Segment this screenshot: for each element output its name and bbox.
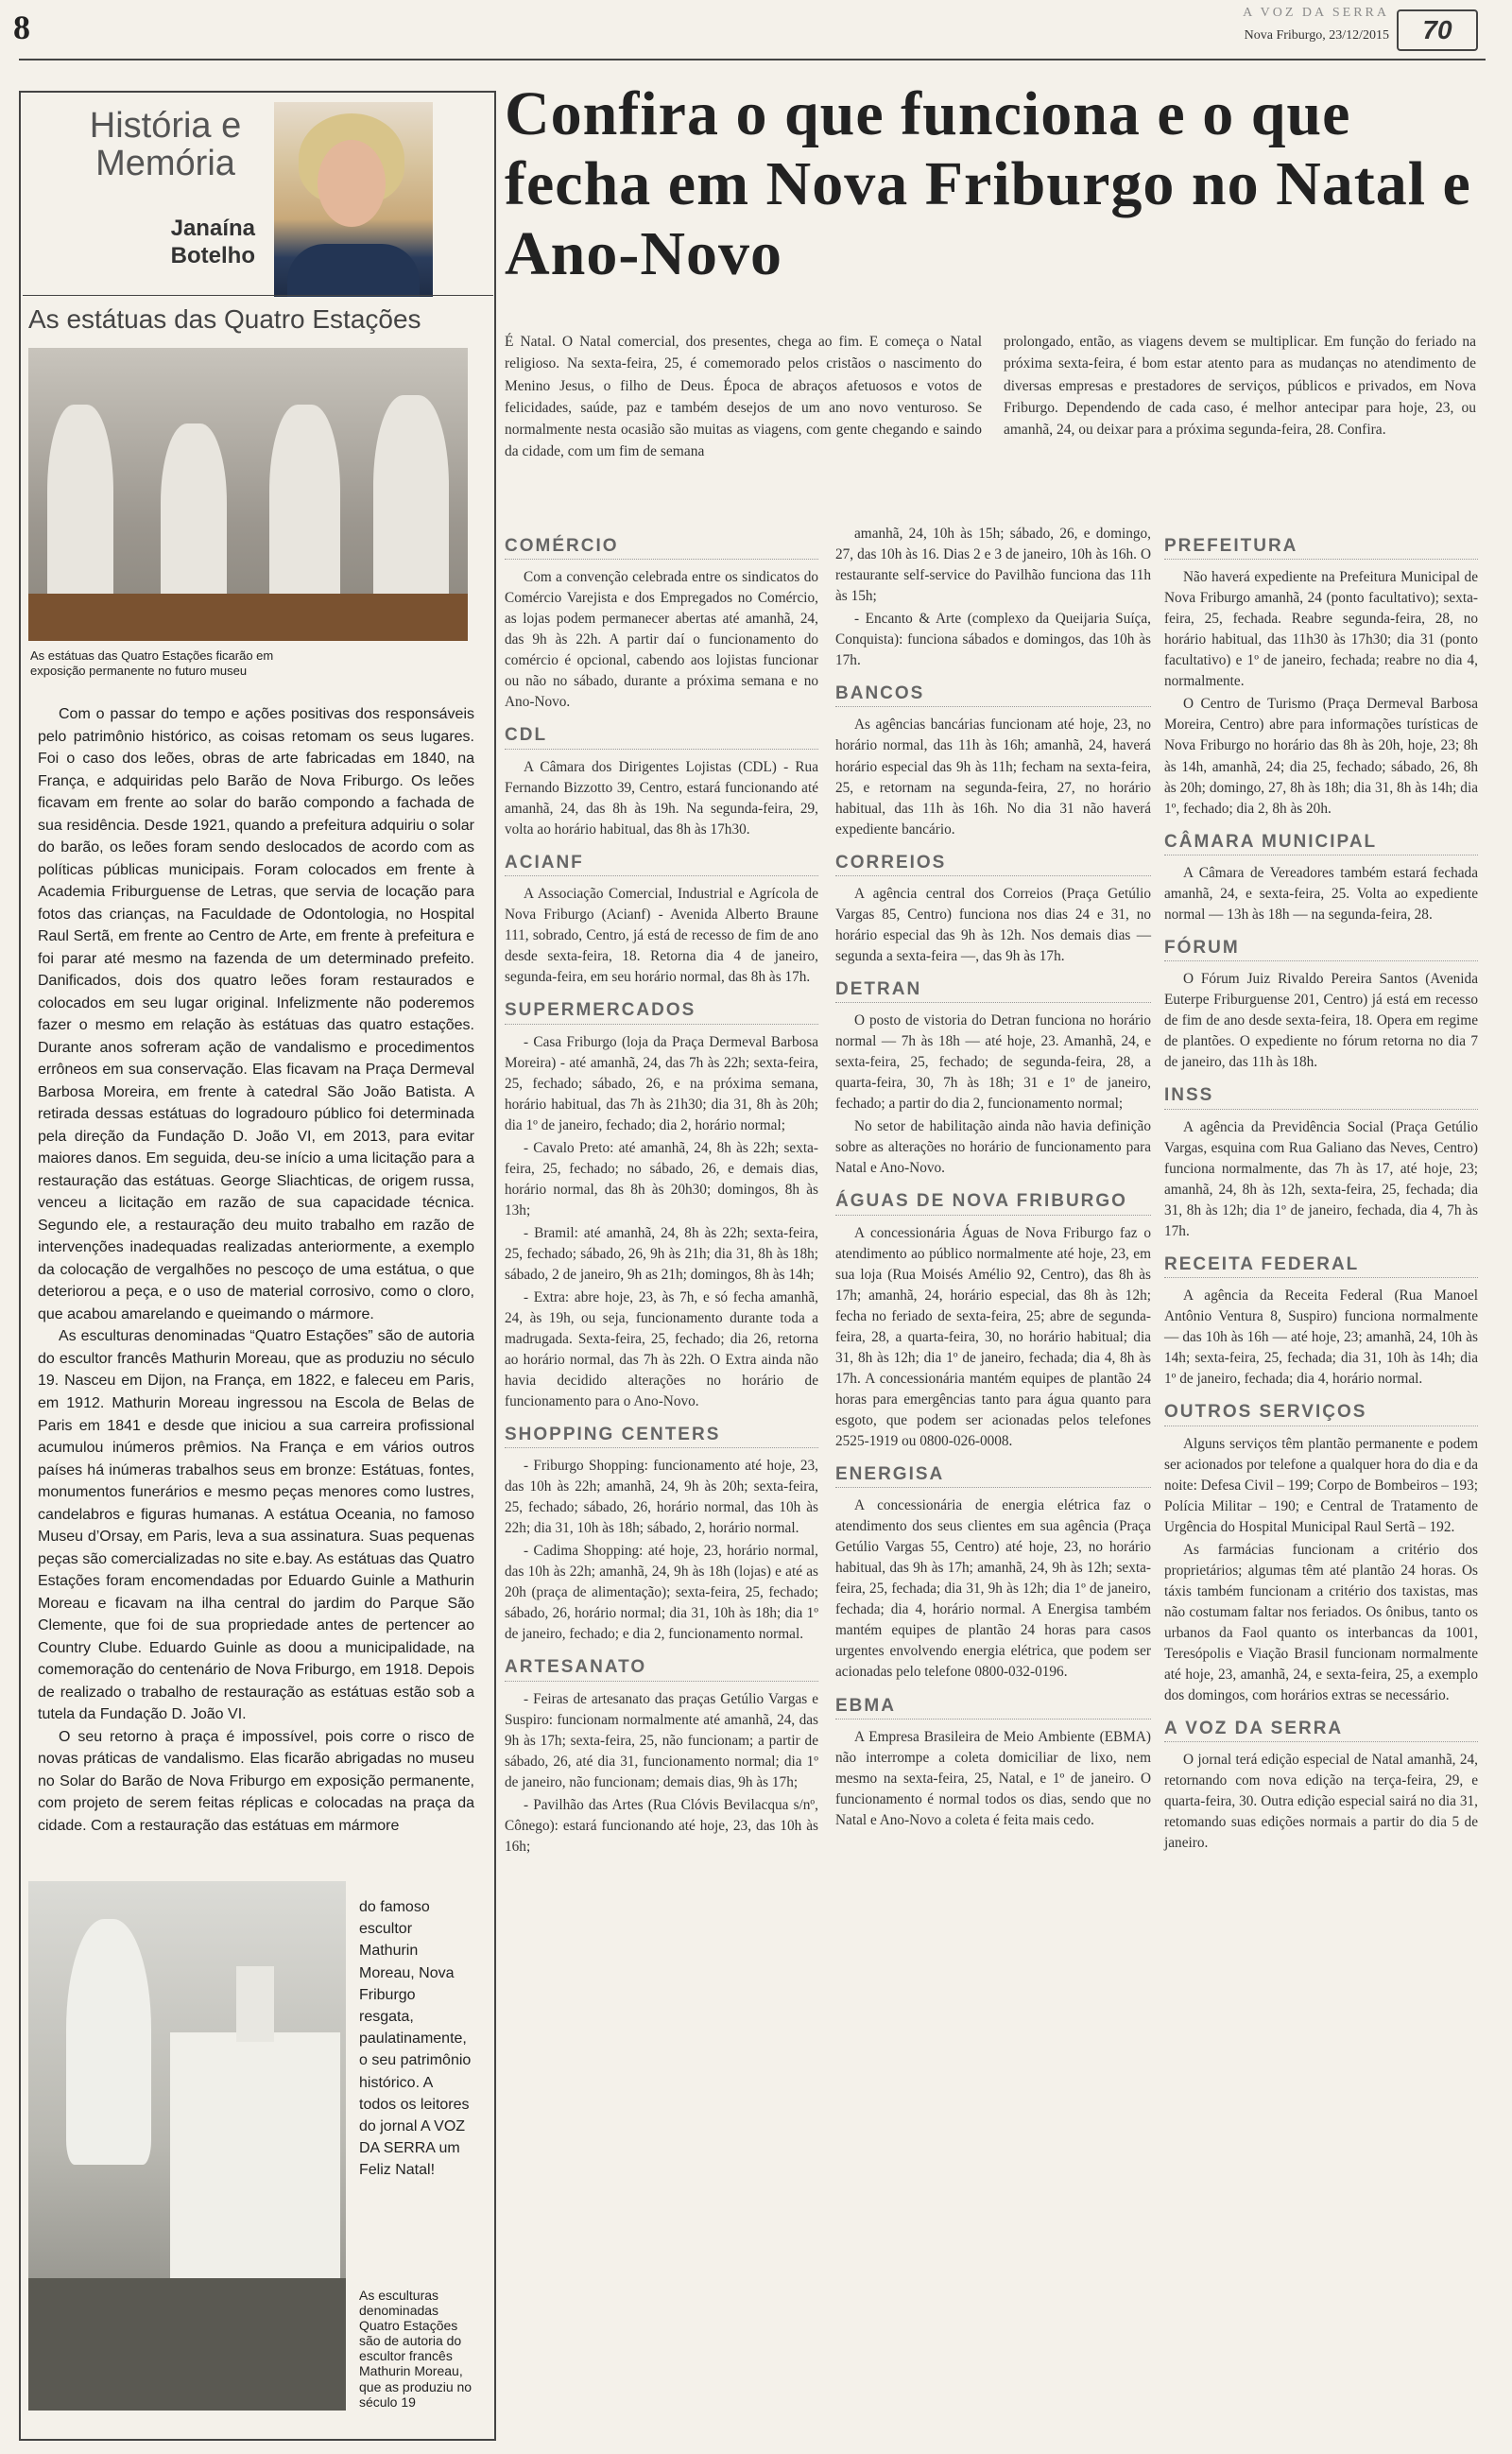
sculpture-photo [28,1881,346,2411]
section-paragraph: - Cavalo Preto: até amanhã, 24, 8h às 22h; sexta-feira, 25, fechado; no sábado, 26, e demais dias, horário normal, das 8h às 20h30; domingos, 8h às 13h; [505,1139,818,1218]
section-heading-comercio: COMÉRCIO [505,533,818,560]
section-title: História e Memória [89,106,242,183]
section-paragraph: - Extra: abre hoje, 23, às 7h, e só fecha amanhã, 24, às 19h, ou seja, funcionamento durante toda a madrugada. Sexta-feira, 25, fechado; dia 26, retorna ao horário normal, das 7h às 22h. O Extra ainda não havia decidido alterações no horário de funcionamento para o Ano-Novo. [505,1288,818,1409]
section-paragraph: Não haverá expediente na Prefeitura Municipal de Nova Friburgo amanhã, 24 (ponto facultativo); sexta-feira, 25, fechada. Reabre segunda-feira, 28, no horário habitual, das 11h30 às 17h30; dia 31 (ponto facultativo) e 1º de janeiro, fechada; reabre no dia 4, normalmente. [1164,569,1478,690]
article-column-1 [505,524,818,1859]
publication-name: A VOZ DA SERRA [1243,6,1389,20]
section-paragraph: Alguns serviços têm plantão permanente e podem ser acionados por telefone a qualquer hora do dia e da noite: Defesa Civil – 199; Corpo de Bombeiros – 193; Polícia Militar – 190; e Central de Tratamento de Urgência do Hospital Municipal Raul Sertã – 192. [1164,1435,1478,1535]
intro-right: prolongado, então, as viagens devem se multiplicar. Em função do feriado na próxima sexta-feira, é bom estar atento para as mudanças no atendimento de diversas empresas e prestadores de serviços, públicos e privados, em Nova Friburgo. Dependendo de cada caso, é melhor antecipar para hoje, 23, ou amanhã, 24, ou deixar para a próxima segunda-feira, 28. Confira. [1004,334,1476,438]
column-paragraph: Com o passar do tempo e ações positivas dos responsáveis pelo patrimônio histórico, as coisas retomam os seus lugares. Foi o caso dos leões, obras de arte fabricadas em 1840, na França, e adquiridas pelo Barão de Nova Friburgo. Os leões ficavam em frente ao solar do barão compondo a fachada de sua residência. Desde 1921, quando a prefeitura adquiriu o solar do barão, os leões foram sendo deslocados de acordo com as políticas públicas municipais. Foram colocados em frente à Academia Friburguense de Letras, que servia de locação para fotos das crianças, na Faculdade de Odontologia, no Hospital Raul Sertã, em frente ao Centro de Arte, em frente à prefeitura e foi parar até mesmo na fazenda de um determinado prefeito. Danificados, dois dos quatro leões foram restaurados e colocados em seu lugar original. Infelizmente não poderemos fazer o mesmo em relação às estátuas das quatro estações. Durante anos sofreram ação de vandalismo e procedimentos errôneos em sua conservação. Elas ficavam na Praça Dermeval Barbosa Moreira, em frente à catedral São João Batista. A retirada dessas estátuas do logradouro público foi determinada pela direção da Fundação D. João VI, em 2013, para evitar maiores danos. Em seguida, deu-se início a uma licitação para a restauração das estátuas. George Sliachticas, de origem russa, venceu a licitação em razão de sua capacidade técnica. Segundo ele, a restauração deu muito trabalho em razão de intervenções inadequadas realizadas anteriormente, a exemplo da colocação de vergalhões no pescoço de uma estátua, o que deteriorou a peça, e o uso de material corrosivo, como o cloro, que acabou amarelando e queimando o mármore. [38,706,474,1322]
section-heading-cdl: CDL [505,722,818,749]
section-heading-prefeitura: PREFEITURA [1164,533,1478,560]
section-paragraph: O Centro de Turismo (Praça Dermeval Barbosa Moreira, Centro) abre para informações turísticas de Nova Friburgo no horário das 8h às 20h, hoje, 23; 8h às 14h, amanhã, 24; dia 25, fechado; sábado, 26, 8h às 20h; domingo, 27, 8h às 18h; dia 31, 8h às 14h; dia 1º, fechado; dia 2, 8h às 20h. [1164,696,1478,817]
page-number: 8 [13,9,30,46]
anniversary-logo: 70 [1397,9,1478,51]
section-paragraph: A Câmara de Vereadores também estará fechada amanhã, 24, e sexta-feira, 25. Volta ao expediente normal — 13h às 18h — na segunda-feira, 28. [1164,864,1478,923]
section-paragraph: No setor de habilitação ainda não havia definição sobre as alterações no horário de funcionamento para Natal e Ano-Novo. [835,1118,1151,1177]
article-column-2 [835,524,1151,1833]
section-heading-energisa: ENERGISA [835,1461,1151,1488]
section-paragraph: - Cadima Shopping: até hoje, 23, horário normal, das 10h às 22h; amanhã, 24, 9h às 18h (lojas) e até as 20h (praça de alimentação); sexta-feira, 25, fechado; sábado, 26, horário normal; dia 31, 10h às 18h; dia 1º de janeiro, fechado; e dia 2, funcionamento normal. [505,1543,818,1643]
section-heading-shopping-centers: SHOPPING CENTERS [505,1422,818,1448]
column-closing: do famoso escultor Mathurin Moreau, Nova Friburgo resgata, paulatinamente, o seu patrimônio histórico. A todos os leitores do jornal A VOZ DA SERRA um Feliz Natal! [359,1899,472,2179]
section-paragraph: O Fórum Juiz Rivaldo Pereira Santos (Avenida Euterpe Friburguense 201, Centro) já está em recesso de fim de ano desde sexta-feira, 18. Opera em regime de plantões. O expediente no fórum retorna no dia 7 de janeiro, das 11h às 18h. [1164,971,1478,1071]
section-heading-forum: FÓRUM [1164,935,1478,961]
section-heading-aguas-de-nova-friburgo: ÁGUAS DE NOVA FRIBURGO [835,1188,1151,1215]
statues-photo [28,348,468,641]
section-paragraph: - Feiras de artesanato das praças Getúlio Vargas e Suspiro: funcionam normalmente até amanhã, 24, das 9h às 17h; sexta-feira, 25, não funcionam; a partir de sábado, 26, até dia 31, funcionamento normal; dia 1º de janeiro, não funcionam; demais dias, 9h às 17h; [505,1690,818,1790]
section-paragraph: - Pavilhão das Artes (Rua Clóvis Bevilacqua s/nº, Cônego): estará funcionando até hoje, 23, das 10h às 16h; [505,1796,818,1855]
section-paragraph: O posto de vistoria do Detran funciona no horário normal — 7h às 18h — até hoje, 23. Amanhã, 24, e sexta-feira, 25, fechado; de segunda-feira, 28, a quarta-feira, 30, 7h às 18h; 31 e 1º de janeiro, fechado; a partir do dia 2, funcionamento normal; [835,1012,1151,1113]
column-heading: As estátuas das Quatro Estações [28,304,421,334]
section-heading-acianf: ACIANF [505,850,818,876]
section-heading-camara-municipal: CÂMARA MUNICIPAL [1164,829,1478,855]
author-photo [274,102,433,297]
author-name [132,216,255,270]
author-last: Botelho [170,242,255,268]
publication-date: Nova Friburgo, 23/12/2015 [1244,28,1389,43]
column-paragraph: O seu retorno à praça é impossível, pois corre o risco de novas práticas de vandalismo. Elas ficarão abrigadas no museu no Solar do Barão de Nova Friburgo em exposição permanente, com projeto de serem feitas réplicas e colocadas na praça da cidade. Com a restauração das estátuas em mármore [38,1728,474,1834]
section-paragraph: A concessionária de energia elétrica faz o atendimento dos seus clientes em sua agência (Praça Getúlio Vargas 55, Centro) até hoje, 23, no horário habitual, das 9h às 17h; amanhã, 24, 9h às 12h; sexta-feira, 25, fechada; dia 31, 9h às 12h; dia 1º de janeiro, fechada; dia 4, horário normal. A Energisa também mantém equipes de plantão 24 horas para casos urgentes envolvendo energia elétrica, que podem ser acionadas pelo telefone 0800-032-0196. [835,1497,1151,1681]
section-paragraph: A Câmara dos Dirigentes Lojistas (CDL) - Rua Fernando Bizzotto 39, Centro, estará funcionando até amanhã, 24, das 8h às 19h. Na segunda-feira, 29, volta ao horário habitual, das 8h às 17h30. [505,758,818,838]
intro-left: É Natal. O Natal comercial, dos presentes, chega ao fim. E começa o Natal religioso. Na sexta-feira, 25, é comemorado pelos cristãos o nascimento do Menino Jesus, o filho de Deus. Época de abraços afetuosos e votos de felicidades, saúde, paz e também desejos de um ano novo venturoso. Se normalmente nesta ocasião são muitas as viagens, com gente chegando e saindo da cidade, com um fim de semana [505,334,982,460]
section-paragraph: O jornal terá edição especial de Natal amanhã, 24, retornando com nova edição na terça-feira, 29, e quarta-feira, 30. Outra edição especial sairá no dia 31, retomando suas edições normais a partir do dia 5 de janeiro. [1164,1752,1478,1852]
photo2-caption: As esculturas denominadas Quatro Estações são de autoria do escultor francês Mathurin Moreau, que as produziu no século 19 [359,2288,472,2410]
section-paragraph: A Empresa Brasileira de Meio Ambiente (EBMA) não interrompe a coleta domiciliar de lixo, nem mesmo na sexta-feira, 25, Natal, e 1º de janeiro. O funcionamento é normal todos os dias, sendo que no Natal e Ano-Novo a coleta é feita mais cedo. [835,1728,1151,1828]
column-body [38,703,474,1837]
section-heading-inss: INSS [1164,1082,1478,1109]
column-divider [23,295,493,296]
section-heading-ebma: EBMA [835,1693,1151,1720]
section-heading-supermercados: SUPERMERCADOS [505,997,818,1024]
section-paragraph: A agência da Receita Federal (Rua Manoel Antônio Ventura 8, Suspiro) funciona normalmente — das 10h às 16h — até hoje, 23; amanhã, 24, 10h às 14h; sexta-feira, 25, fechada; dia 31, 10h às 14h; dia 1º de janeiro, fechada; dia 4, horário normal. [1164,1287,1478,1388]
header-rule [19,59,1486,60]
headline: Confira o que funciona e o que fecha em Nova Friburgo no Natal e Ano-Novo [505,79,1471,288]
column-paragraph: As esculturas denominadas “Quatro Estações” são de autoria do escultor francês Mathurin Moreau, que as produziu no século 19. Nasceu em Dijon, na França, em 1822, e faleceu em Paris, em 1912. Mathurin Moreau ingressou na Escola de Belas de Paris em 1841 e desde que iniciou a sua carreira profissional acumulou inúmeros prêmios. Na França e em vários outros países há inúmeras trabalhos seus em bronze: Estátuas, fontes, monumentos funerários e mesmo peças menores como lustres, candelabros e figuras humanas. A estátua Oceania, no famoso Museu d’Orsay, em Paris, leva a sua assinatura. Suas pequenas peças são comercializadas no site e.bay. As estátuas das Quatro Estações foram encomendadas por Eduardo Guinle a Mathurin Moreau e ficavam na ilha central do jardim do Parque São Clemente, que foi de sua propriedade antes de pertencer ao Country Clube. Eduardo Guinle as doou a municipalidade, na comemoração do centenário de Nova Friburgo, em 1918. Depois de realizado o trabalho de restauração as estátuas estão sob a tutela da Fundação D. João VI. [38,1328,474,1723]
section-heading-outros-servicos: OUTROS SERVIÇOS [1164,1399,1478,1426]
section-paragraph: Com a convenção celebrada entre os sindicatos do Comércio Varejista e dos Empregados no Comércio, as lojas podem permanecer abertas até amanhã, 24, das 9h às 22h. A partir daí o funcionamento do comércio é opcional, cabendo aos lojistas funcionar ou não no sábado, durante a próxima semana e no Ano-Novo. [505,569,818,711]
section-paragraph: A Associação Comercial, Industrial e Agrícola de Nova Friburgo (Acianf) - Avenida Alberto Braune 111, sobrado, Centro, já está de recesso de fim de ano desde sexta-feira, 18. Retorna dia 4 de janeiro, segunda-feira, em seu horário normal, das 8h às 17h. [505,886,818,986]
section-paragraph: A agência da Previdência Social (Praça Getúlio Vargas, esquina com Rua Galiano das Neves, Centro) funciona normalmente, das 7h às 17, até hoje, 23; amanhã, 24, 8h às 12h, sexta-feira, 25, fechada; dia 31, 8h às 12h; dia 1º de janeiro, fechada, dia 4, 7h às 17h. [1164,1118,1478,1239]
photo-caption: As estátuas das Quatro Estações ficarão em exposição permanente no futuro museu [30,648,274,678]
section-paragraph: - Friburgo Shopping: funcionamento até hoje, 23, das 10h às 22h; amanhã, 24, 9h às 20h; sexta-feira, 25, fechado; sábado, 26, horário normal, das 10h às 22h; dia 31, 10h às 18h; sábado, 2, horário normal. [505,1458,818,1537]
section-heading-a-voz-da-serra: A VOZ DA SERRA [1164,1716,1478,1742]
section-heading-detran: DETRAN [835,976,1151,1003]
section-paragraph: - Bramil: até amanhã, 24, 8h às 22h; sexta-feira, 25, fechado; sábado, 26, 9h às 21h; dia 31, 8h às 18h; sábado, 2 de janeiro, 9h as 21h; domingos, 8h às 14h; [505,1224,818,1283]
section-paragraph: - Encanto & Arte (complexo da Queijaria Suíça, Conquista): funciona sábados e domingos, das 10h às 17h. [835,611,1151,669]
section-paragraph: As farmácias funcionam a critério dos proprietários; algumas têm até plantão 24 horas. Os táxis também funcionam a critério dos taxistas, mas não costumam faltar nos feriados. Os ônibus, tanto os urbanos da Faol quanto os interbancas da 1001, Teresópolis e Viação Brasil funcionam normalmente até hoje, 23, amanhã, 24, e sexta-feira, 25, a exemplo dos domingos, com horários extras se necessário. [1164,1541,1478,1703]
section-paragraph: As agências bancárias funcionam até hoje, 23, no horário normal, das 11h às 16h; amanhã, 24, haverá horário especial das 9h às 11h; fecham na sexta-feira, 25, e retornam na segunda-feira, 27, no horário habitual, das 11h às 16h. No dia 31 não haverá expediente bancário. [835,717,1151,838]
section-paragraph: A concessionária Águas de Nova Friburgo faz o atendimento ao público normalmente até hoje, 23, em sua loja (Rua Moisés Amélio 92, Centro), das 8h às 17h; amanhã, 24, horário especial, das 8h às 12h; fecha no feriado de sexta-feira, 25; abre de segunda-feira, 28, a quarta-feira, 30, no horário habitual; dia 31, 8h às 12h; dia 1º de janeiro, fechada; dia 4, 8h às 17h. A concessionária mantém equipes de plantão 24 horas para emergências tanto para água quanto para esgoto, que podem ser acionadas pelos telefones 2525-1919 ou 0800-026-0008. [835,1224,1151,1449]
section-heading-artesanato: ARTESANATO [505,1654,818,1681]
article-column-3 [1164,524,1478,1856]
author-first: Janaína [170,216,255,241]
section-paragraph: amanhã, 24, 10h às 15h; sábado, 26, e domingo, 27, das 10h às 16. Dias 2 e 3 de janeiro, 10h às 16h. O restaurante self-service do Pavilhão funciona das 11h às 15h; [835,526,1151,605]
section-heading-receita-federal: RECEITA FEDERAL [1164,1252,1478,1278]
section-paragraph: - Casa Friburgo (loja da Praça Dermeval Barbosa Moreira) - até amanhã, 24, das 7h às 22h; sexta-feira, 25, fechado; sábado, 26, e na próxima semana, horário habitual, das 7h às 21h30; dia 31, 8h às 20h; dia 1º de janeiro, fechado; dia 2, horário normal; [505,1033,818,1133]
section-heading-correios: CORREIOS [835,850,1151,876]
section-paragraph: A agência central dos Correios (Praça Getúlio Vargas 85, Centro) funciona nos dias 24 e 31, no horário especial das 9h às 12h. Nos demais dias — segunda a sexta-feira —, das 9h às 17h. [835,885,1151,964]
section-heading-bancos: BANCOS [835,681,1151,707]
